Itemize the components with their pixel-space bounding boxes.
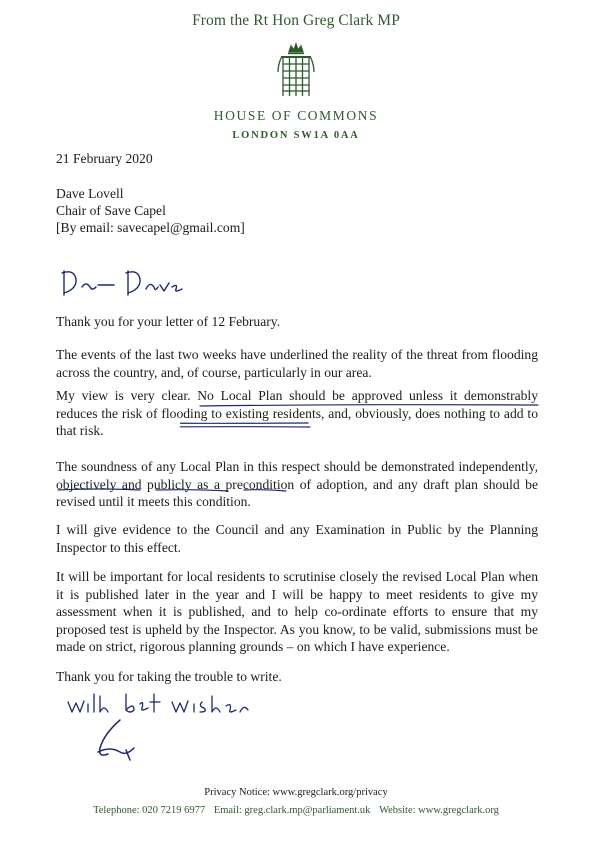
letterhead-from: From the Rt Hon Greg Clark MP [192, 12, 400, 29]
paragraph-evidence: I will give evidence to the Council and any Examination in Public by the Planning Inspector to this effect. [56, 522, 538, 555]
letterhead-address: LONDON SW1A 0AA [232, 130, 360, 141]
recipient-title: Chair of Save Capel [56, 203, 166, 218]
footer-contact [0, 805, 592, 816]
paragraph-scrutinise: It will be important for local residents to scrutinise closely the revised Local Plan when it is published later in the year and I will be happy to meet residents to give my assessment when it is published, and to help co-ordinate efforts to ensure that my proposed test is upheld by the Inspector. As you know, to be valid, submissions must be made on strict, rigorous planning grounds – on which I have experience. [56, 569, 538, 655]
paragraph-soundness: The soundness of any Local Plan in this respect should be demonstrated independently, objectively and publicly as a precondition of adoption, and any draft plan should be revised until it meets this condition. [56, 459, 538, 510]
handwritten-underline-view [180, 395, 550, 435]
portcullis-icon [273, 42, 319, 100]
paragraph-events: The events of the last two weeks have underlined the reality of the threat from flooding across the country, and, of course, particularly in our area. [56, 347, 538, 380]
paragraph-closing: Thank you for taking the trouble to write. [56, 669, 282, 684]
footer-telephone: Telephone: 020 7219 6977 [93, 805, 206, 816]
letter-date: 21 February 2020 [56, 151, 153, 166]
paragraph-view: My view is very clear. No Local Plan should be approved unless it demonstrably reduces the risk of flooding to existing residents, and, obviously, does nothing to add to that risk. [56, 388, 538, 439]
recipient-email: [By email: savecapel@gmail.com] [56, 220, 245, 235]
paragraph-thanks: Thank you for your letter of 12 February. [56, 314, 281, 329]
handwritten-salutation [52, 265, 192, 305]
footer-privacy: Privacy Notice: www.gregclark.org/privacy [204, 787, 388, 798]
signature-mark [90, 716, 150, 764]
letterhead-institution: HOUSE OF COMMONS [213, 108, 379, 123]
footer-website: Website: www.gregclark.org [379, 805, 499, 816]
handwritten-underline-independently [56, 485, 356, 495]
footer-email: Email: greg.clark.mp@parliament.uk [213, 805, 371, 816]
handwritten-closing [64, 688, 264, 718]
recipient-name: Dave Lovell [56, 186, 124, 201]
